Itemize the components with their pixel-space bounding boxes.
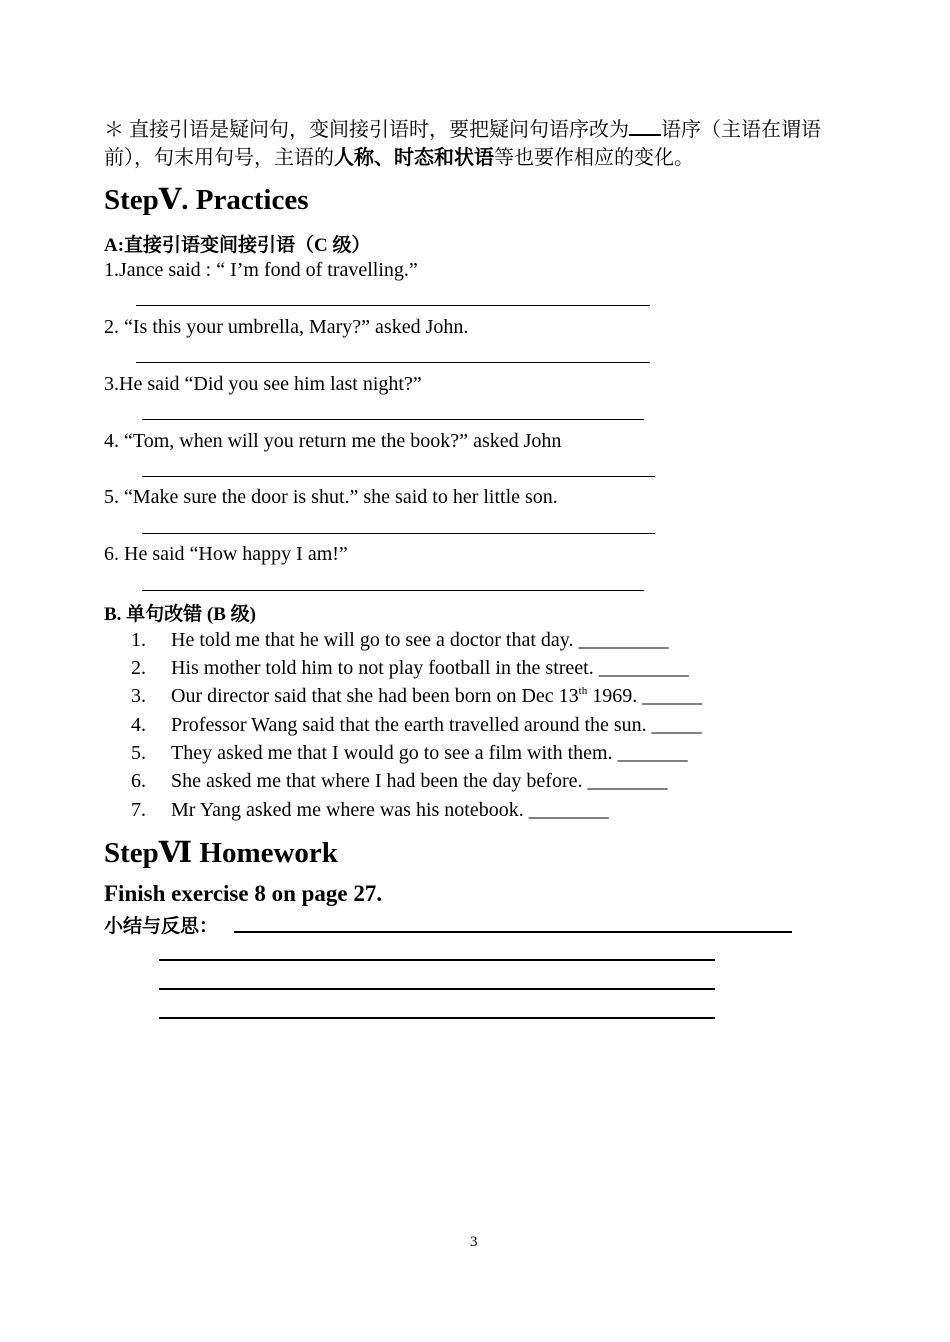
answer-line-6 [142, 590, 644, 591]
sectionB-item-1 [131, 629, 668, 652]
answer-line-3 [142, 419, 644, 420]
sectionB-item-3 [131, 685, 702, 708]
sectionA-item-3: 3.He said “Did you see him last night?” [104, 373, 422, 395]
item-number: 7. [131, 799, 146, 821]
note-text-2: 语序（主语在谓语前），句末用句号，主语的 [104, 119, 821, 169]
item-text: They asked me that I would go to see a film with them. _______ [171, 742, 688, 764]
item-text-post: 1969. ______ [587, 685, 703, 707]
summary-line-1 [234, 931, 792, 933]
item-number: 3. [131, 685, 146, 707]
ordinal-superscript: th [578, 685, 588, 697]
note-blank [629, 116, 661, 136]
note-bold-text: 人称、时态和状语 [334, 147, 494, 169]
sectionB-item-4 [131, 714, 702, 737]
note-text-1: ＊ 直接引语是疑问句，变间接引语时，要把疑问句语序改为 [104, 119, 629, 141]
sectionA-item-5: 5. “Make sure the door is shut.” she said to her little son. [104, 486, 558, 508]
homework-task: Finish exercise 8 on page 27. [104, 881, 383, 906]
item-text: She asked me that where I had been the day before. ________ [171, 770, 668, 792]
item-text: Mr Yang asked me where was his notebook. ________ [171, 799, 609, 821]
summary-line-2 [159, 959, 715, 961]
grammar-note [104, 116, 856, 172]
item-number: 5. [131, 742, 146, 764]
item-text: Our director said that she had been born on Dec 13 [171, 685, 579, 707]
item-number: 6. [131, 770, 146, 792]
step6-heading: StepⅥ Homework [104, 837, 338, 869]
summary-line-4 [159, 1017, 715, 1019]
item-text: He told me that he will go to see a doctor that day. _________ [171, 629, 669, 651]
answer-line-4 [142, 476, 655, 477]
summary-line-3 [159, 988, 715, 990]
sectionB-item-7 [131, 799, 609, 822]
page-number: 3 [470, 1234, 478, 1250]
sectionA-item-4: 4. “Tom, when will you return me the book?” asked John [104, 430, 562, 452]
sectionB-title: B. 单句改错 (B 级) [104, 604, 257, 625]
item-number: 2. [131, 657, 146, 679]
sectionA-item-2: 2. “Is this your umbrella, Mary?” asked John. [104, 316, 469, 338]
answer-line-1 [136, 305, 650, 306]
item-number: 4. [131, 714, 146, 736]
item-text: Professor Wang said that the earth travelled around the sun. _____ [171, 714, 702, 736]
sectionB-item-6 [131, 770, 668, 793]
step5-heading: StepⅤ. Practices [104, 184, 309, 216]
summary-label: 小结与反思： [104, 916, 219, 937]
answer-line-5 [142, 533, 655, 534]
sectionA-title: A:直接引语变间接引语（C 级） [104, 235, 371, 256]
sectionA-item-1: 1.Jance said : “ I’m fond of travelling.” [104, 259, 418, 281]
answer-line-2 [136, 362, 650, 363]
sectionB-item-2 [131, 657, 689, 680]
sectionB-item-5 [131, 742, 688, 765]
item-text: His mother told him to not play football in the street. _________ [171, 657, 689, 679]
sectionA-item-6: 6. He said “How happy I am!” [104, 543, 348, 565]
item-number: 1. [131, 629, 146, 651]
note-text-3: 等也要作相应的变化。 [494, 147, 694, 169]
